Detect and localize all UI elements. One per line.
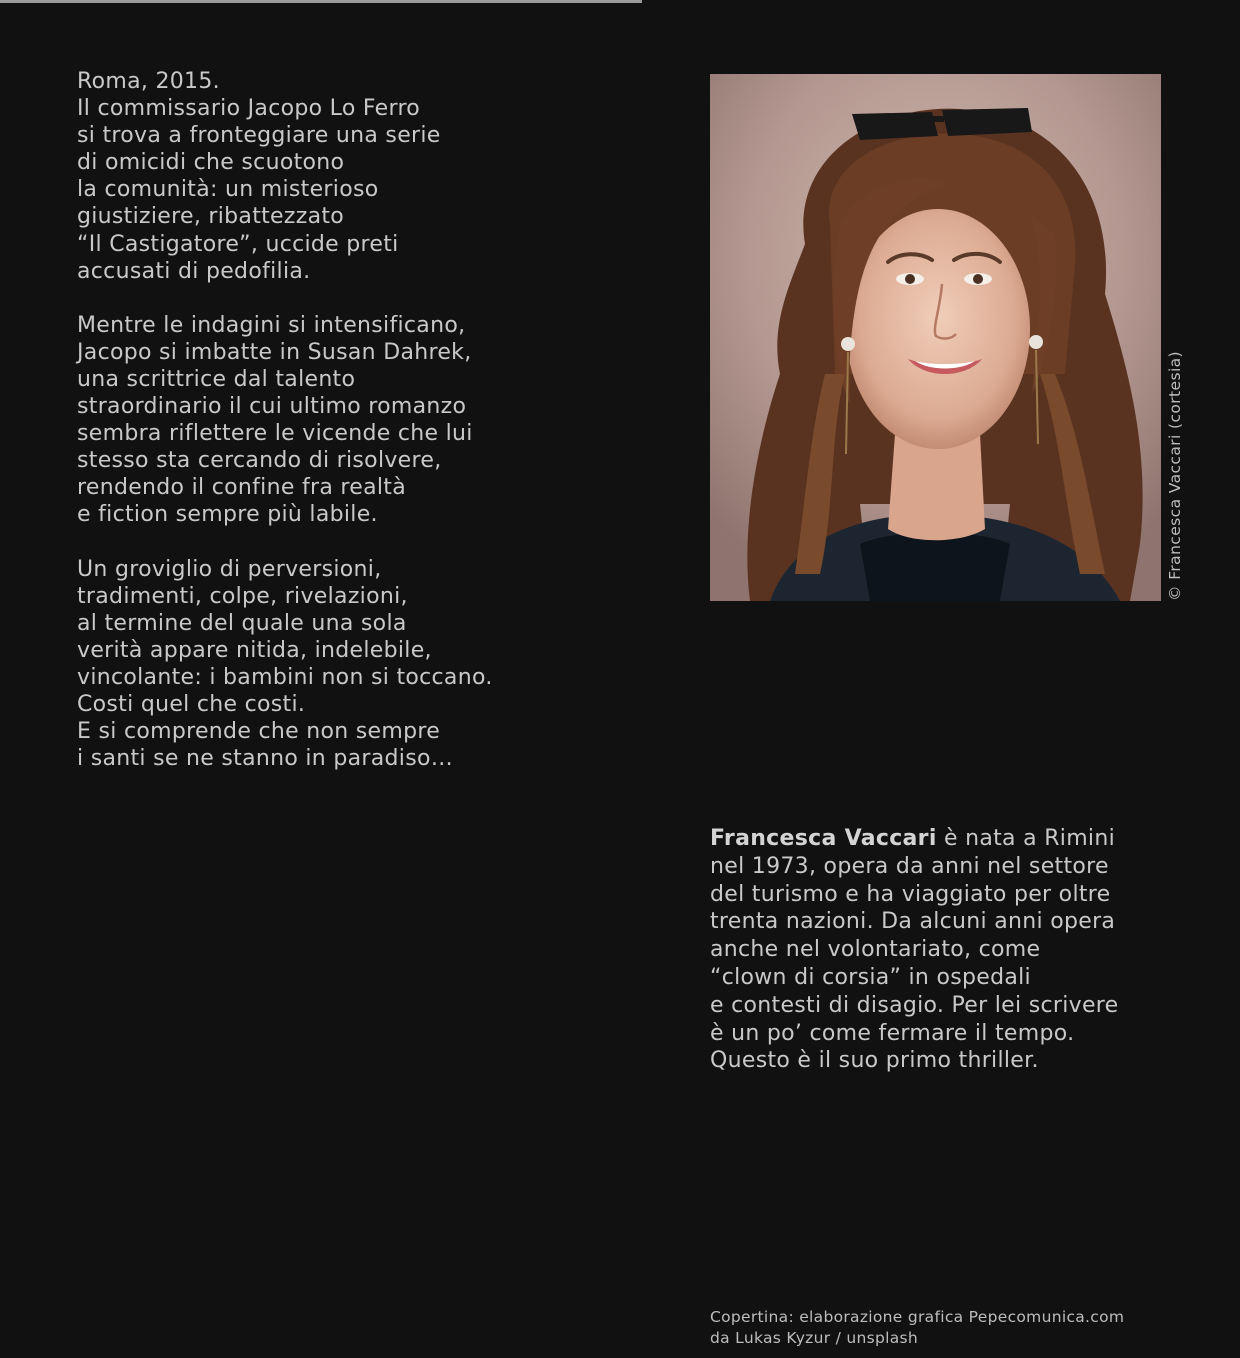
synopsis-line: sembra riflettere le vicende che lui [77,421,473,447]
bio-line: “clown di corsia” in ospedali [710,964,1031,990]
synopsis-line: si trova a fronteggiare una serie [77,123,441,149]
synopsis-line: accusati di pedofilia. [77,258,311,284]
synopsis-line: di omicidi che scuotono [77,150,345,176]
synopsis-line: rendendo il confine fra realtà [77,475,407,501]
synopsis-line: “Il Castigatore”, uccide preti [77,231,399,257]
synopsis-line: Un groviglio di perversioni, [77,556,382,582]
synopsis-line: Roma, 2015. [77,69,220,94]
photo-credit: © Francesca Vaccari (cortesia) [1166,350,1184,601]
book-synopsis [77,68,597,799]
cover-credit-line: da Lukas Kyzur / unsplash [710,1329,919,1347]
synopsis-line: la comunità: un misterioso [77,177,379,203]
bio-line: trenta nazioni. Da alcuni anni opera [710,909,1116,935]
synopsis-paragraph [77,556,597,773]
bio-line-rest: è nata a Rimini [936,826,1115,851]
synopsis-line: E si comprende che non sempre [77,719,441,745]
bio-line [710,825,1180,853]
synopsis-line: vincolante: i bambini non si toccano. [77,664,493,690]
cover-credit [710,1307,1124,1349]
author-name: Francesca Vaccari [710,826,937,851]
synopsis-line: Costi quel che costi. [77,691,306,717]
synopsis-paragraph [77,68,597,285]
synopsis-line: e fiction sempre più labile. [77,502,378,528]
synopsis-line: una scrittrice dal talento [77,366,356,392]
bio-line: del turismo e ha viaggiato per oltre [710,881,1111,907]
synopsis-line: verità appare nitida, indelebile, [77,637,432,663]
author-photo [710,74,1161,601]
synopsis-line: i santi se ne stanno in paradiso… [77,746,454,772]
bio-line: anche nel volontariato, come [710,937,1041,963]
synopsis-line: Mentre le indagini si intensificano, [77,312,466,338]
synopsis-line: Jacopo si imbatte in Susan Dahrek, [77,339,472,365]
synopsis-line: Il commissario Jacopo Lo Ferro [77,96,421,122]
bio-line: è un po’ come fermare il tempo. [710,1020,1075,1046]
bio-line: nel 1973, opera da anni nel settore [710,853,1109,879]
bio-line: e contesti di disagio. Per lei scrivere [710,992,1119,1018]
author-portrait-illustration [710,74,1161,601]
bio-line: Questo è il suo primo thriller. [710,1048,1039,1074]
top-rule [0,0,642,3]
synopsis-line: stesso sta cercando di risolvere, [77,448,442,474]
synopsis-line: al termine del quale una sola [77,610,407,636]
cover-credit-line: Copertina: elaborazione grafica Pepecomunica.com [710,1308,1125,1326]
synopsis-line: giustiziere, ribattezzato [77,204,345,230]
synopsis-paragraph [77,312,597,529]
synopsis-line: tradimenti, colpe, rivelazioni, [77,583,408,609]
synopsis-line: straordinario il cui ultimo romanzo [77,394,467,420]
author-bio [710,825,1180,1075]
